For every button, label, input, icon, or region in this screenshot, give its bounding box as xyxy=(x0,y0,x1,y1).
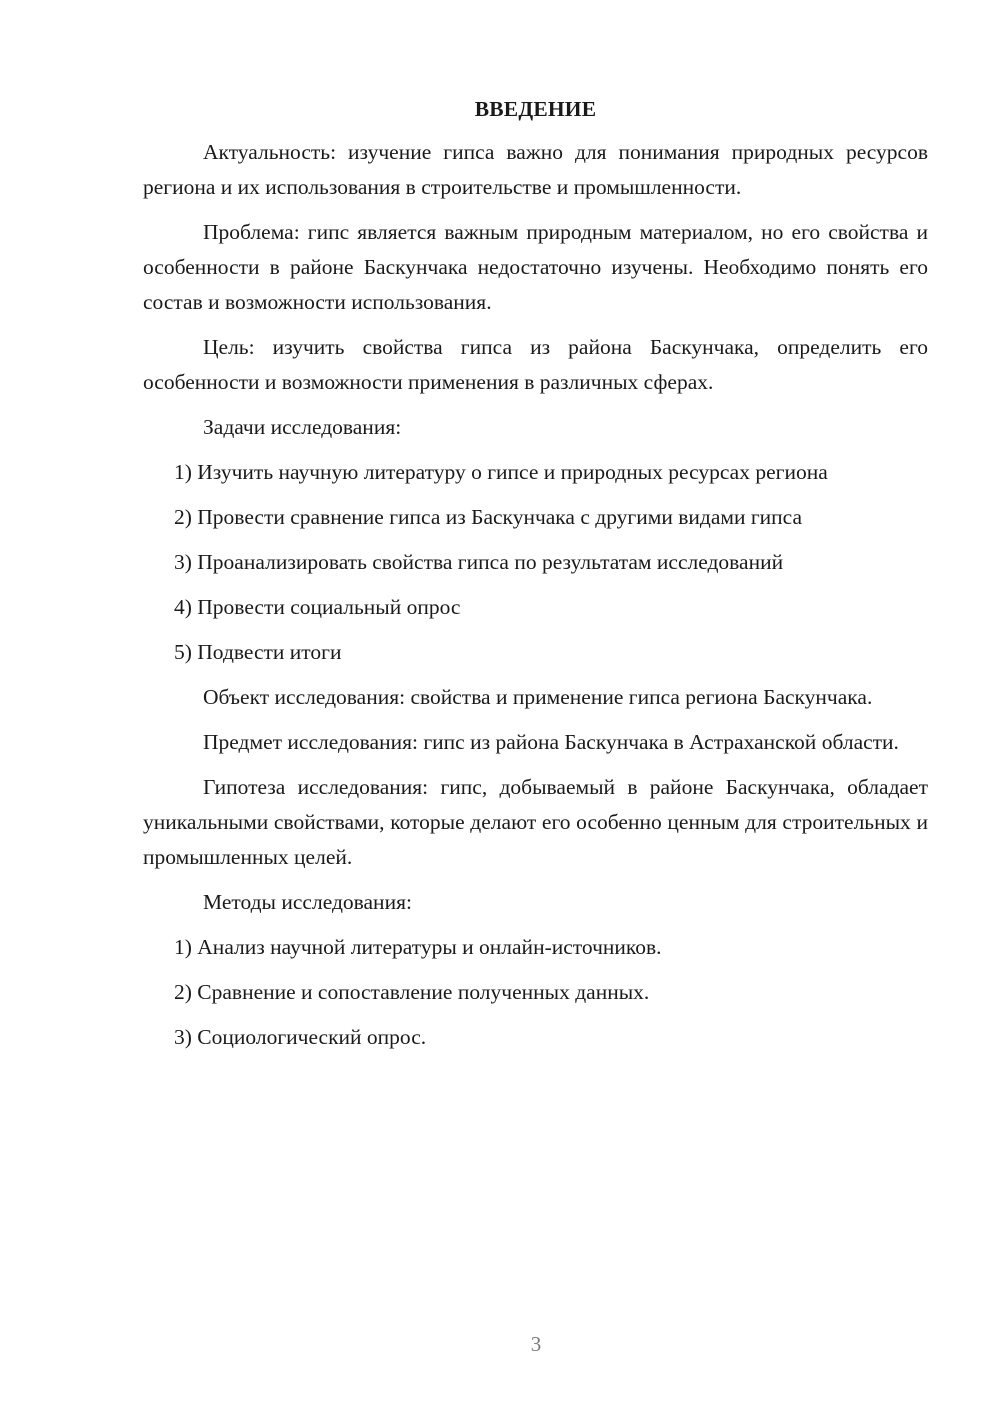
task-item: 2) Провести сравнение гипса из Баскунчака с другими видами гипса xyxy=(174,505,803,529)
hypothesis-paragraph: Гипотеза исследования: гипс, добываемый в районе Баскунчака, обладает уникальными свойствами, которые делают его особенно ценным для строительных и промышленных целей. xyxy=(143,775,928,869)
tasks-list xyxy=(143,455,928,670)
methods-heading: Методы исследования: xyxy=(203,890,412,914)
problem-paragraph: Проблема: гипс является важным природным материалом, но его свойства и особенности в районе Баскунчака недостаточно изучены. Необходимо понять его состав и возможности использования. xyxy=(143,220,928,314)
page-number: 3 xyxy=(530,1332,542,1356)
method-item: 2) Сравнение и сопоставление полученных данных. xyxy=(174,980,650,1004)
task-item: 5) Подвести итоги xyxy=(174,640,342,664)
method-item: 1) Анализ научной литературы и онлайн-источников. xyxy=(174,935,662,959)
goal-paragraph: Цель: изучить свойства гипса из района Баскунчака, определить его особенности и возможности применения в различных сферах. xyxy=(143,335,928,394)
task-item: 1) Изучить научную литературу о гипсе и природных ресурсах региона xyxy=(174,460,828,484)
methods-list xyxy=(143,930,928,1055)
page-content xyxy=(143,92,928,1065)
page-title: ВВЕДЕНИЕ xyxy=(474,97,597,121)
subject-paragraph: Предмет исследования: гипс из района Баскунчака в Астраханской области. xyxy=(203,730,899,754)
task-item: 4) Провести социальный опрос xyxy=(174,595,461,619)
tasks-heading: Задачи исследования: xyxy=(203,415,402,439)
method-item: 3) Социологический опрос. xyxy=(174,1025,427,1049)
actuality-paragraph: Актуальность: изучение гипса важно для понимания природных ресурсов региона и их использования в строительстве и промышленности. xyxy=(143,140,928,199)
task-item: 3) Проанализировать свойства гипса по результатам исследований xyxy=(174,550,784,574)
object-paragraph: Объект исследования: свойства и применение гипса региона Баскунчака. xyxy=(203,685,873,709)
